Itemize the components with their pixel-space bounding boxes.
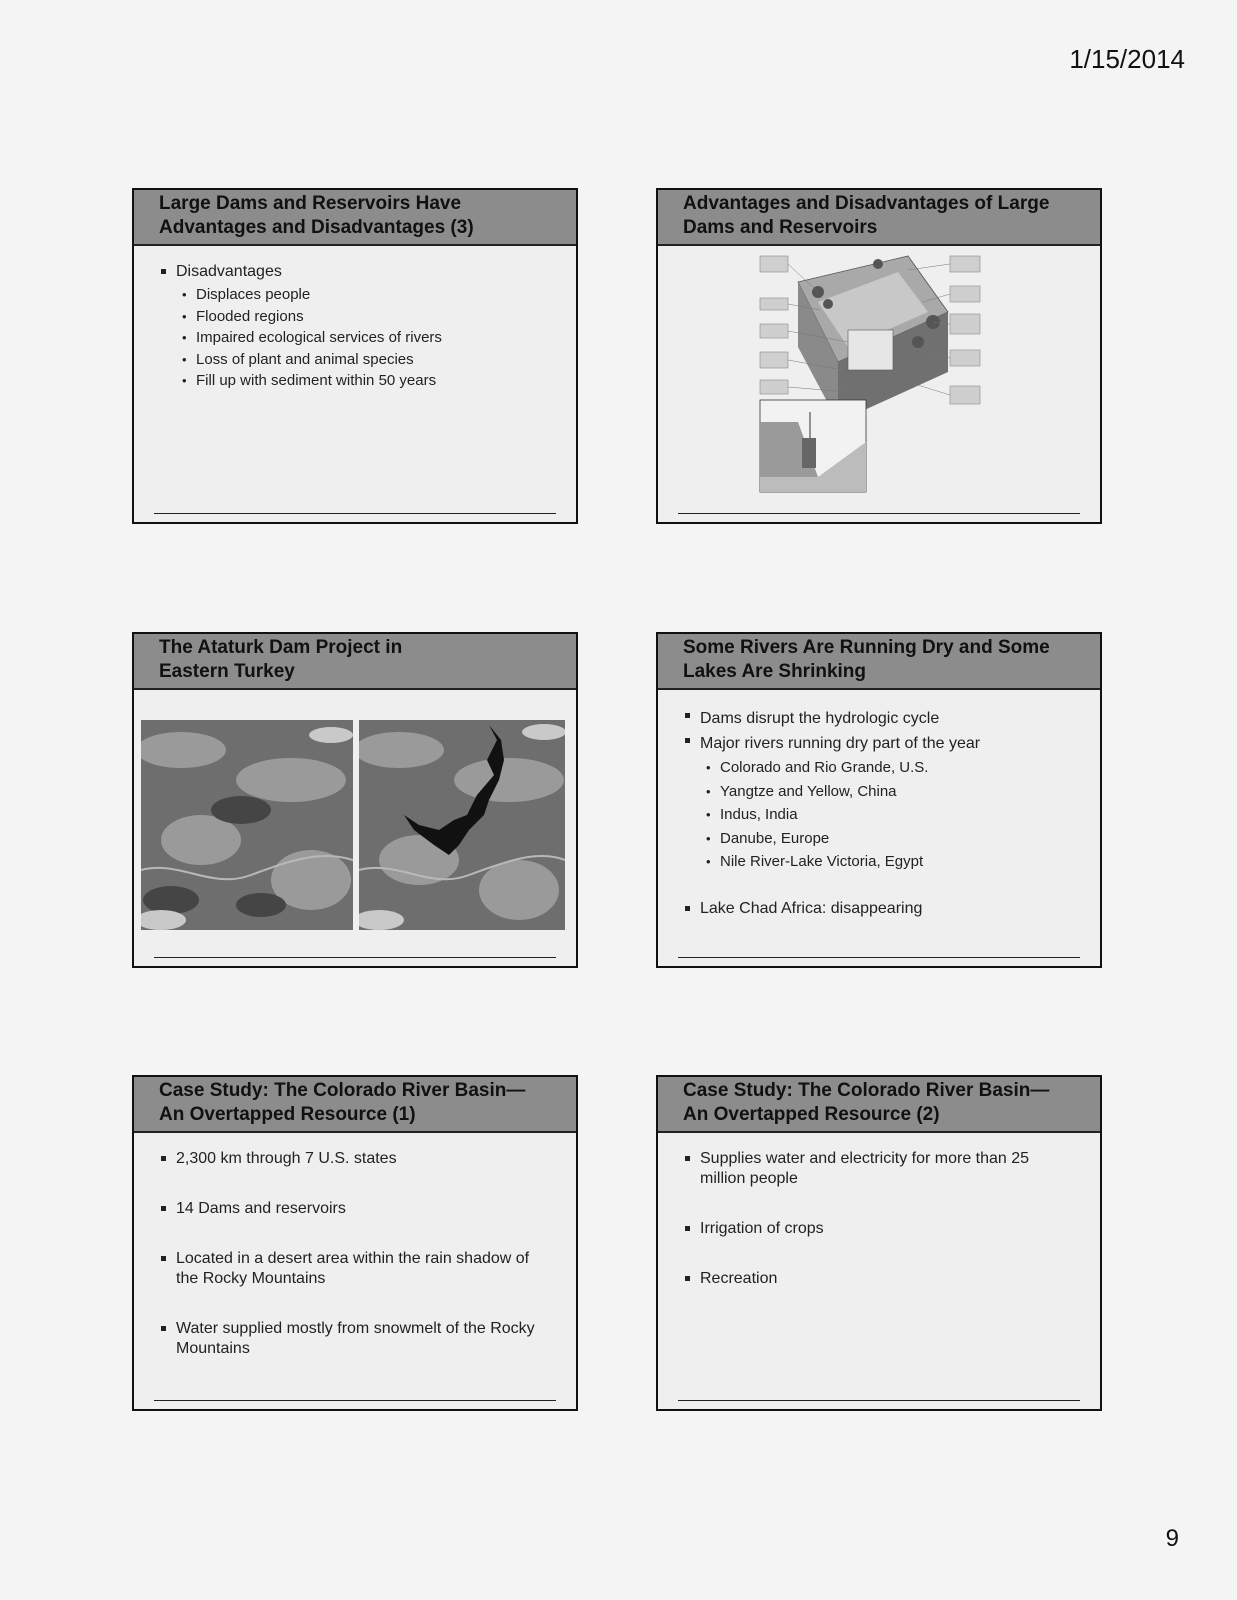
bullet-item: Lake Chad Africa: disappearing (683, 899, 1080, 919)
bullet-item: Water supplied mostly from snowmelt of the Rocky Mountains (159, 1319, 552, 1359)
bullet-item: Irrigation of crops (683, 1219, 1060, 1239)
slide-5 (132, 1075, 578, 1411)
dam-reservoir-diagram (758, 252, 998, 507)
slide-3 (132, 632, 578, 968)
sub-bullet-item: • Displaces people (176, 284, 556, 306)
title-line: The Ataturk Dam Project in (159, 637, 403, 658)
sub-bullet-item: • Loss of plant and animal species (176, 349, 556, 371)
bullet-item: Recreation (683, 1269, 1060, 1289)
slide-title (658, 190, 1100, 246)
title-line: Advantages and Disadvantages of Large (683, 193, 1050, 214)
title-line: Large Dams and Reservoirs Have (159, 193, 462, 214)
bullet-item: 2,300 km through 7 U.S. states (159, 1149, 552, 1169)
bullet-item: 14 Dams and reservoirs (159, 1199, 552, 1219)
footer-rule (678, 1400, 1080, 1401)
bullet-item: Disadvantages • Displaces people • Flooded regions • Impaired ecological services of rivers • Loss of plant and animal species • Fill up with sediment within 50 years (159, 262, 556, 392)
bullet-item: Located in a desert area within the rain shadow of the Rocky Mountains (159, 1249, 552, 1289)
date: 1/15/2014 (1069, 44, 1185, 74)
title-line: Lakes Are Shrinking (683, 661, 867, 682)
sub-bullet-item: • Indus, India (700, 803, 1080, 827)
slide-title (658, 1077, 1100, 1133)
satellite-image-before (141, 720, 353, 930)
sub-bullet-item: • Impaired ecological services of rivers (176, 327, 556, 349)
title-line: Dams and Reservoirs (683, 217, 878, 238)
bullet-item: Dams disrupt the hydrologic cycle (683, 706, 1080, 731)
sub-bullet-list (700, 756, 1080, 874)
sub-bullet-item: • Colorado and Rio Grande, U.S. (700, 756, 1080, 780)
sub-bullet-item: • Fill up with sediment within 50 years (176, 370, 556, 392)
title-line: Advantages and Disadvantages (3) (159, 217, 474, 238)
footer-rule (154, 1400, 556, 1401)
page-number: 9 (1165, 1525, 1179, 1552)
slide-4 (656, 632, 1102, 968)
bullet-list (159, 262, 556, 392)
bullet-list (159, 1149, 552, 1359)
title-line: Case Study: The Colorado River Basin— (159, 1080, 526, 1101)
slide-title (134, 634, 576, 690)
slide-title (134, 1077, 576, 1133)
title-line: Case Study: The Colorado River Basin— (683, 1080, 1050, 1101)
slide-1 (132, 188, 578, 524)
sub-bullet-item: • Flooded regions (176, 306, 556, 328)
footer-rule (154, 957, 556, 958)
footer-rule (678, 513, 1080, 514)
title-line: Some Rivers Are Running Dry and Some (683, 637, 1050, 658)
bullet-list (683, 706, 1080, 919)
bullet-list (683, 1149, 1060, 1289)
title-line: Eastern Turkey (159, 661, 295, 682)
sub-bullet-item: • Nile River-Lake Victoria, Egypt (700, 850, 1080, 874)
slide-title (134, 190, 576, 246)
satellite-image-after (359, 720, 565, 930)
slide-2 (656, 188, 1102, 524)
slide-title (658, 634, 1100, 690)
title-line: An Overtapped Resource (2) (683, 1104, 940, 1125)
sub-bullet-item: • Yangtze and Yellow, China (700, 780, 1080, 804)
slide-6 (656, 1075, 1102, 1411)
bullet-item: Major rivers running dry part of the year • Colorado and Rio Grande, U.S. • Yangtze and Yellow, China • Indus, India • Danube, Europe • Nile River-Lake Victoria, Egypt (683, 731, 1080, 874)
footer-rule (154, 513, 556, 514)
sub-bullet-item: • Danube, Europe (700, 827, 1080, 851)
footer-rule (678, 957, 1080, 958)
title-line: An Overtapped Resource (1) (159, 1104, 416, 1125)
sub-bullet-list (176, 284, 556, 392)
bullet-item: Supplies water and electricity for more than 25 million people (683, 1149, 1060, 1189)
